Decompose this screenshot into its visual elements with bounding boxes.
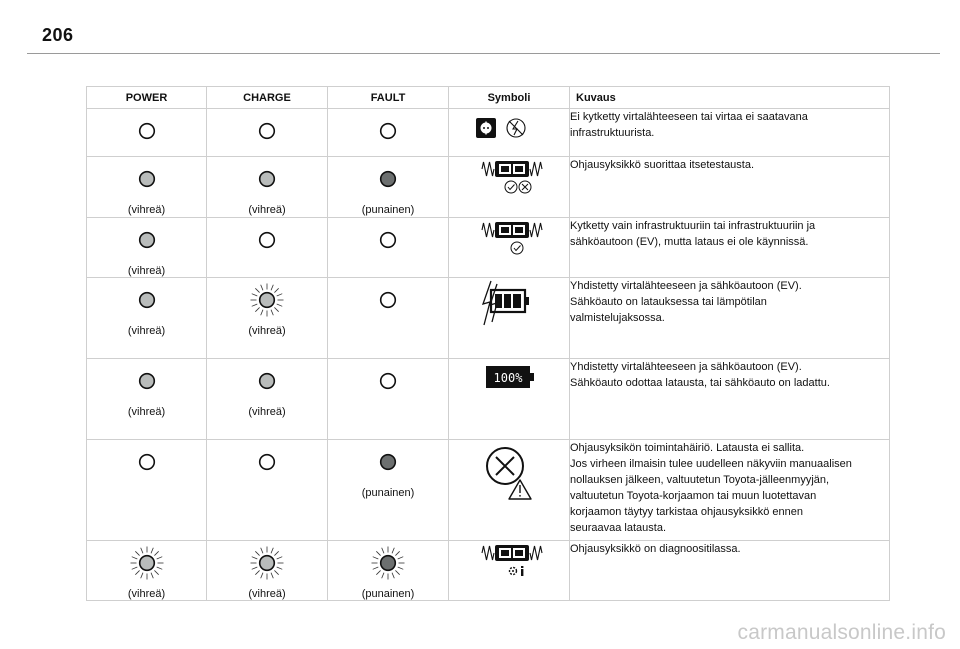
description-line: Ohjausyksikön toimintahäiriö. Latausta ei sallita.	[570, 442, 805, 454]
led-blinking-icon	[247, 543, 287, 583]
fault-led-color-label: (punainen)	[361, 588, 415, 600]
power-led-color-label: (vihreä)	[127, 204, 166, 216]
description-cell	[570, 109, 890, 157]
table-row	[87, 218, 890, 278]
header-symbol: Symboli	[449, 87, 570, 109]
description-line: Jos virheen ilmaisin tulee uudelleen näkyviin manuaalisen	[570, 458, 852, 470]
charge-cell	[207, 541, 328, 601]
description-line: valmistelujaksossa.	[570, 312, 665, 324]
led-on-icon	[247, 159, 287, 199]
description-line: Yhdistetty virtalähteeseen ja sähköautoon (EV).	[570, 361, 802, 373]
fault-cell	[328, 440, 449, 541]
battery-charging-icon	[449, 278, 570, 359]
led-off-icon	[247, 442, 287, 482]
power-led-color-label: (vihreä)	[127, 406, 166, 418]
unit-self-test-icon	[449, 157, 570, 218]
table-row	[87, 109, 890, 157]
header-fault: FAULT	[328, 87, 449, 109]
description-cell	[570, 541, 890, 601]
power-cell	[87, 109, 207, 157]
power-cell	[87, 440, 207, 541]
power-cell	[87, 278, 207, 359]
fault-cell	[328, 218, 449, 278]
power-led-color-label: (vihreä)	[127, 588, 166, 600]
description-line: korjaamon täytyy tarkistaa ohjausyksikkö ennen	[570, 506, 803, 518]
description-line: Kytketty vain infrastruktuuriin tai infrastruktuuriin ja	[570, 220, 816, 232]
header-charge: CHARGE	[207, 87, 328, 109]
charge-led-color-label: (vihreä)	[248, 588, 286, 600]
description-line: Ei kytketty virtalähteeseen tai virtaa ei saatavana	[570, 111, 808, 123]
fault-cell	[328, 157, 449, 218]
led-status-table	[86, 86, 890, 601]
led-off-icon	[368, 111, 408, 151]
power-led-color-label: (vihreä)	[127, 325, 166, 337]
led-off-icon	[368, 220, 408, 260]
page-number: 206	[42, 25, 74, 45]
charge-led-color-label: (vihreä)	[248, 204, 286, 216]
fault-led-color-label: (punainen)	[361, 487, 415, 499]
unit-connected-ok-icon	[449, 218, 570, 278]
led-on-icon	[127, 159, 167, 199]
fault-warning-icon	[449, 440, 570, 541]
svg-text:100%: 100%	[493, 371, 523, 385]
table-row	[87, 541, 890, 601]
fault-cell	[328, 541, 449, 601]
description-cell	[570, 218, 890, 278]
led-on-icon	[247, 361, 287, 401]
description-line: seuraavaa latausta.	[570, 522, 667, 534]
power-led-color-label: (vihreä)	[127, 265, 166, 277]
led-blinking-icon	[368, 543, 408, 583]
fault-led-color-label: (punainen)	[361, 204, 415, 216]
table-row	[87, 278, 890, 359]
fault-cell	[328, 278, 449, 359]
plug-and-no-power-icon	[449, 109, 570, 157]
led-off-icon	[368, 361, 408, 401]
description-line: Ohjausyksikkö on diagnoositilassa.	[570, 543, 741, 555]
table-row	[87, 440, 890, 541]
description-cell	[570, 359, 890, 440]
description-line: infrastruktuurista.	[570, 127, 655, 139]
description-line: Ohjausyksikkö suorittaa itsetestausta.	[570, 159, 755, 171]
led-on-icon	[127, 220, 167, 260]
led-off-icon	[127, 442, 167, 482]
header-description: Kuvaus	[570, 87, 890, 109]
charge-cell	[207, 278, 328, 359]
led-on-icon	[368, 442, 408, 482]
charge-cell	[207, 109, 328, 157]
description-line: Sähköauto on latauksessa tai lämpötilan	[570, 296, 767, 308]
led-off-icon	[368, 280, 408, 320]
power-cell	[87, 541, 207, 601]
led-blinking-icon	[127, 543, 167, 583]
charge-led-color-label: (vihreä)	[248, 325, 286, 337]
header-rule	[27, 53, 940, 54]
led-blinking-icon	[247, 280, 287, 320]
description-cell	[570, 157, 890, 218]
description-line: Sähköauto odottaa latausta, tai sähköauto on ladattu.	[570, 377, 830, 389]
power-cell	[87, 157, 207, 218]
led-on-icon	[368, 159, 408, 199]
led-off-icon	[127, 111, 167, 151]
watermark: carmanualsonline.info	[737, 621, 946, 644]
battery-full-icon	[449, 359, 570, 440]
fault-cell	[328, 109, 449, 157]
led-off-icon	[247, 111, 287, 151]
description-line: valtuutetun Toyota-korjaamon tai muun luotettavan	[570, 490, 817, 502]
power-cell	[87, 218, 207, 278]
unit-diagnostics-icon	[449, 541, 570, 601]
table-header-row	[87, 87, 890, 109]
led-on-icon	[127, 361, 167, 401]
description-cell	[570, 278, 890, 359]
led-on-icon	[127, 280, 167, 320]
charge-led-color-label: (vihreä)	[248, 406, 286, 418]
table-row	[87, 157, 890, 218]
table-row	[87, 359, 890, 440]
description-line: nollauksen jälkeen, valtuutetun Toyota-jälleenmyyjän,	[570, 474, 830, 486]
description-line: sähköautoon (EV), mutta lataus ei ole käynnissä.	[570, 236, 809, 248]
description-cell	[570, 440, 890, 541]
charge-cell	[207, 359, 328, 440]
charge-cell	[207, 218, 328, 278]
fault-cell	[328, 359, 449, 440]
charge-cell	[207, 440, 328, 541]
description-line: Yhdistetty virtalähteeseen ja sähköautoon (EV).	[570, 280, 802, 292]
led-off-icon	[247, 220, 287, 260]
header-power: POWER	[87, 87, 207, 109]
charge-cell	[207, 157, 328, 218]
power-cell	[87, 359, 207, 440]
